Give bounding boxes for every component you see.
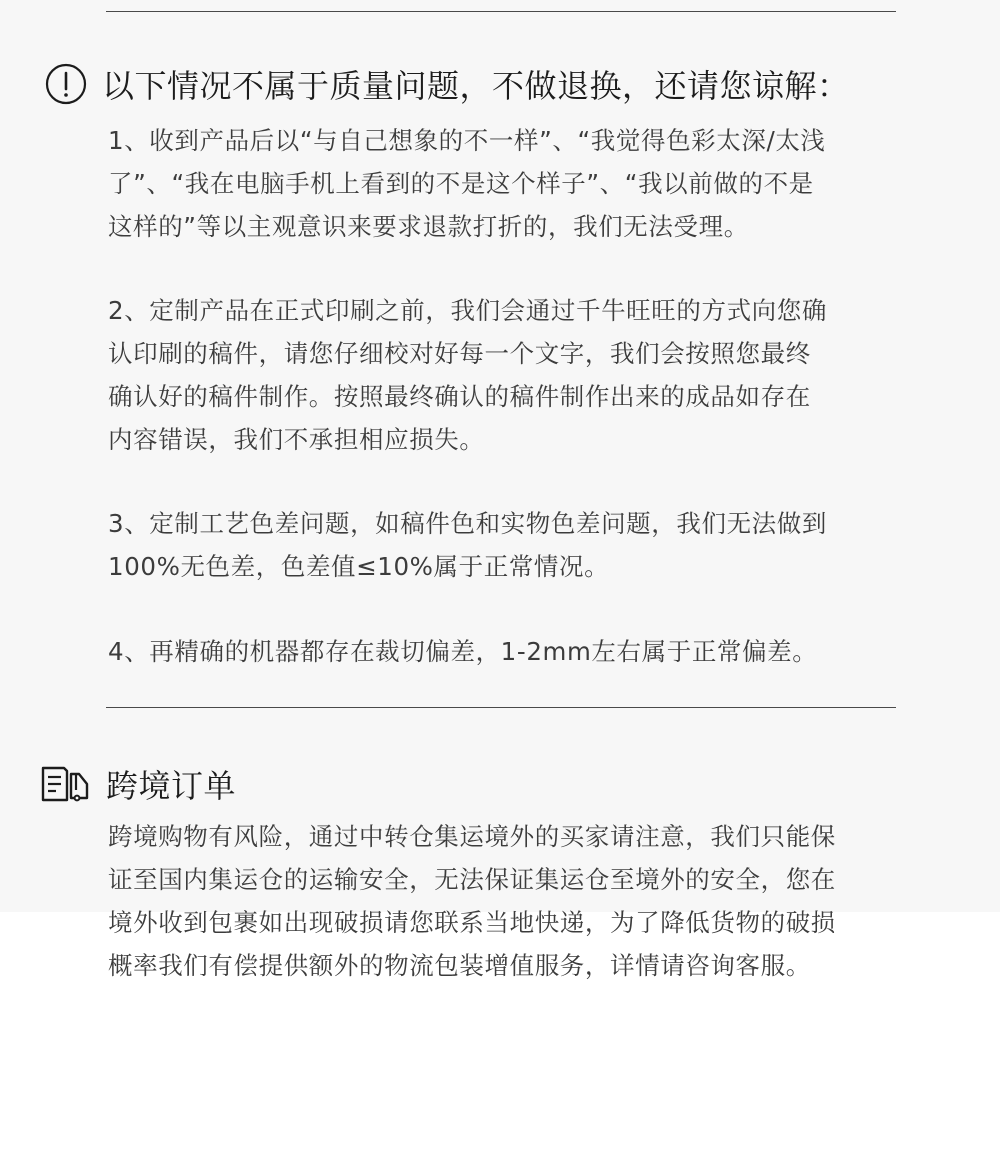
notice-item-2 (108, 289, 898, 461)
text-line: 跨境购物有风险，通过中转仓集运境外的买家请注意，我们只能保 (108, 822, 836, 851)
cross-border-title: 跨境订单 (106, 767, 237, 805)
cross-border-heading (40, 762, 236, 806)
text-line: 概率我们有偿提供额外的物流包装增值服务，详情请咨询客服。 (108, 951, 811, 980)
top-divider (106, 11, 896, 12)
text-line: 1、收到产品后以“与自己想象的不一样”、“我觉得色彩太深/太浅 (108, 126, 826, 155)
text-line: 4、再精确的机器都存在裁切偏差，1-2mm左右属于正常偏差。 (108, 637, 818, 666)
order-document-icon (40, 764, 94, 804)
notice-title: 以下情况不属于质量问题，不做退换，还请您谅解： (102, 67, 850, 105)
text-line: 这样的”等以主观意识来要求退款打折的，我们无法受理。 (108, 212, 749, 241)
text-line: 证至国内集运仓的运输安全，无法保证集运仓至境外的安全，您在 (108, 865, 836, 894)
notice-item-1 (108, 119, 898, 248)
text-line: 确认好的稿件制作。按照最终确认的稿件制作出来的成品如存在 (108, 382, 811, 411)
text-line: 2、定制产品在正式印刷之前，我们会通过千牛旺旺的方式向您确 (108, 296, 827, 325)
notice-item-3 (108, 502, 898, 588)
section-divider (106, 707, 896, 708)
text-line: 认印刷的稿件，请您仔细校对好每一个文字，我们会按照您最终 (108, 339, 811, 368)
text-line: 了”、“我在电脑手机上看到的不是这个样子”、“我以前做的不是 (108, 169, 814, 198)
cross-border-text (108, 815, 898, 987)
text-line: 3、定制工艺色差问题，如稿件色和实物色差问题，我们无法做到 (108, 509, 827, 538)
text-line: 境外收到包裹如出现破损请您联系当地快递，为了降低货物的破损 (108, 908, 836, 937)
notice-heading (44, 62, 850, 106)
exclamation-circle-icon (44, 62, 88, 106)
text-line: 100%无色差，色差值≤10%属于正常情况。 (108, 552, 610, 581)
notice-item-4 (108, 630, 898, 673)
text-line: 内容错误，我们不承担相应损失。 (108, 425, 485, 454)
